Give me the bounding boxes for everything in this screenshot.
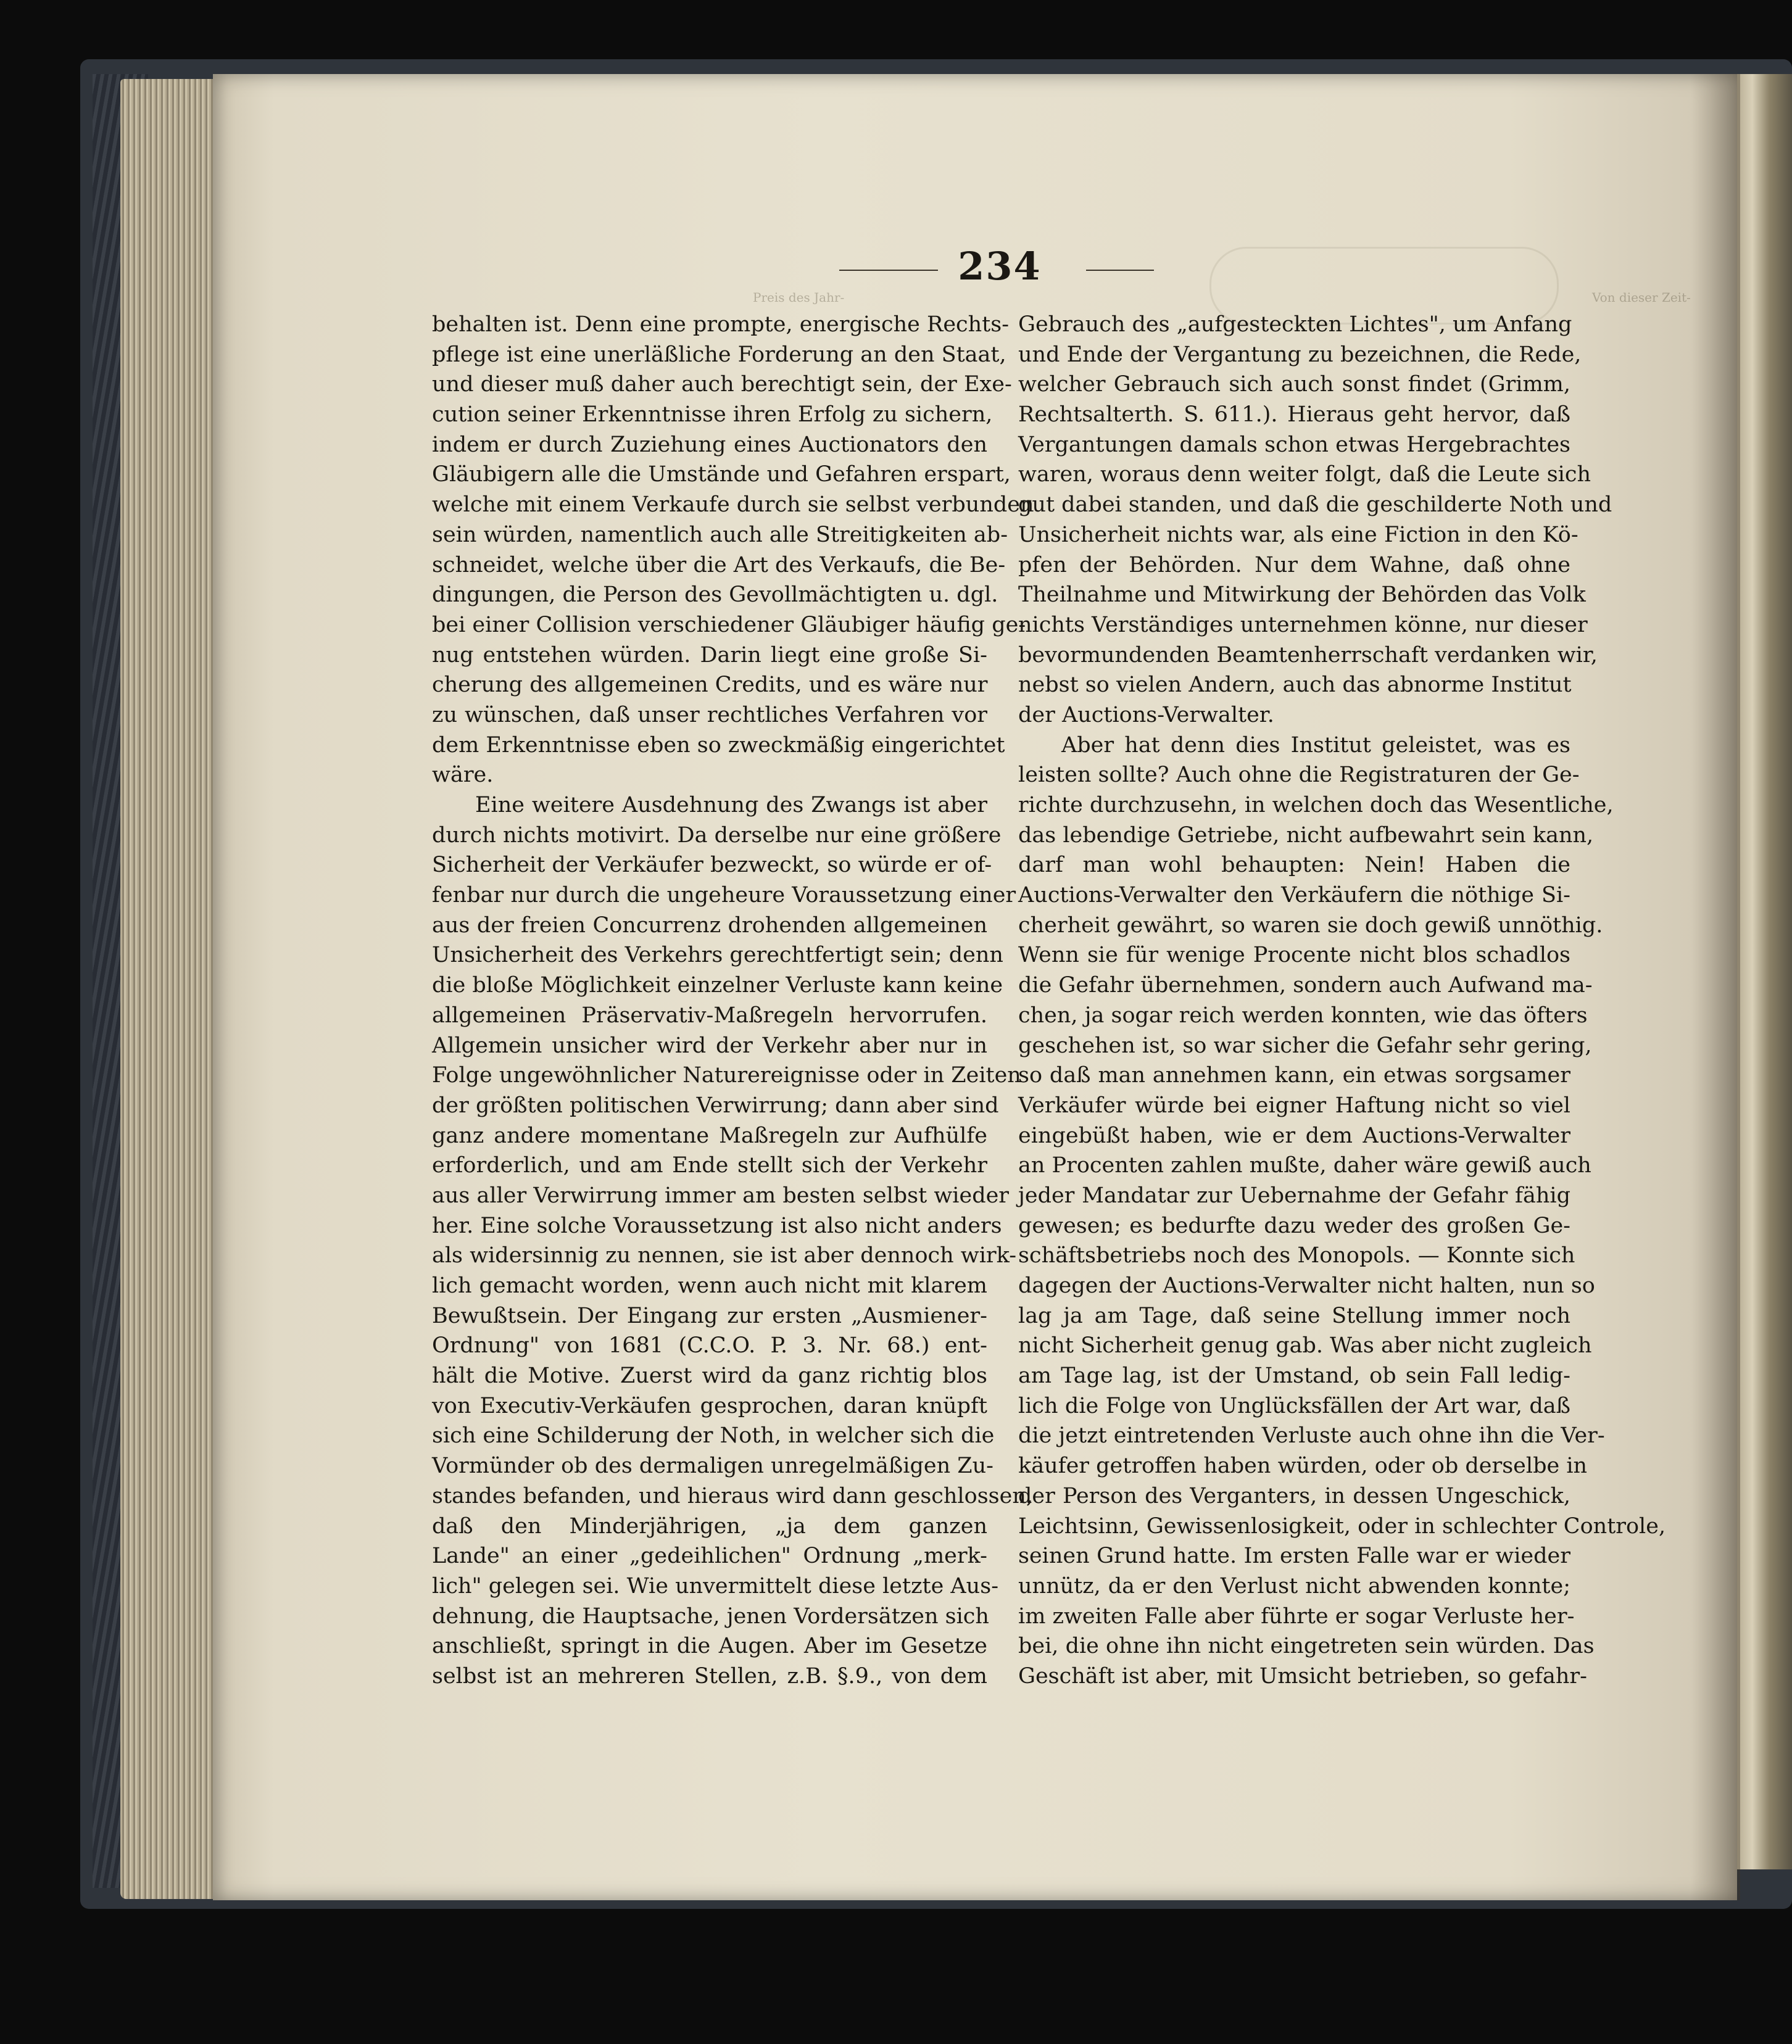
text-line: käufer getroffen haben würden, oder ob derselbe in (1018, 1454, 1588, 1479)
text-line: behalten ist. Denn eine prompte, energische Rechts- (432, 312, 1010, 337)
bleed-through-text-right: Von dieser Zeit- (1592, 290, 1691, 305)
text-line: sein würden, namentlich auch alle Streitigkeiten ab- (432, 522, 1008, 547)
text-line: welcher Gebrauch sich auch sonst findet (Grimm, (1018, 372, 1570, 397)
text-line: der Person des Verganters, in dessen Ungeschick, (1018, 1483, 1570, 1508)
text-line: die Gefahr übernehmen, sondern auch Aufwand ma- (1018, 973, 1593, 998)
text-line: pfen der Behörden. Nur dem Wahne, daß ohne (1018, 552, 1570, 577)
text-line: Vergantungen damals schon etwas Hergebrachtes (1018, 432, 1570, 457)
text-line: wäre. (432, 763, 494, 788)
text-column-right (1018, 310, 1666, 1692)
text-line: am Tage lag, ist der Umstand, ob sein Fall ledig- (1018, 1363, 1570, 1389)
text-line: cherheit gewährt, so waren sie doch gewiß unnöthig. (1018, 912, 1603, 938)
text-line: allgemeinen Präservativ-Maßregeln hervorrufen. (432, 1003, 987, 1028)
text-line: Theilnahme und Mitwirkung der Behörden das Volk (1018, 582, 1586, 608)
text-line: fenbar nur durch die ungeheure Voraussetzung einer (432, 883, 1016, 908)
text-line: dehnung, die Hauptsache, jenen Vordersätzen sich (432, 1603, 989, 1629)
text-line: im zweiten Falle aber führte er sogar Verluste her- (1018, 1603, 1575, 1629)
text-line: Unsicherheit nichts war, als eine Fiction in den Kö- (1018, 522, 1578, 547)
text-line: her. Eine solche Voraussetzung ist also nicht anders (432, 1213, 1002, 1238)
text-line: die bloße Möglichkeit einzelner Verluste kann keine (432, 973, 1003, 998)
text-line: unnütz, da er den Verlust nicht abwenden konnte; (1018, 1573, 1570, 1599)
page-edges-right (1735, 74, 1792, 1869)
text-line: nug entstehen würden. Darin liegt eine große Si- (432, 642, 987, 668)
text-line: als widersinnig zu nennen, sie ist aber dennoch wirk- (432, 1243, 1017, 1268)
text-line: aus der freien Concurrenz drohenden allgemeinen (432, 912, 987, 938)
text-line: Auctions-Verwalter den Verkäufern die nöthige Si- (1018, 883, 1570, 908)
page-number: 234 (958, 244, 1042, 289)
text-line: hält die Motive. Zuerst wird da ganz richtig blos (432, 1363, 987, 1389)
text-line: bevormundenden Beamtenherrschaft verdanken wir, (1018, 642, 1598, 668)
text-line: Sicherheit der Verkäufer bezweckt, so würde er of- (432, 853, 992, 878)
text-line: leisten sollte? Auch ohne die Registraturen der Ge- (1018, 763, 1580, 788)
text-line: an Procenten zahlen mußte, daher wäre gewiß auch (1018, 1153, 1591, 1178)
text-line: indem er durch Zuziehung eines Auctionators den (432, 432, 987, 457)
text-line: geschehen ist, so war sicher die Gefahr sehr gering, (1018, 1033, 1592, 1058)
text-line: Allgemein unsicher wird der Verkehr aber nur in (432, 1033, 987, 1058)
text-line: und Ende der Vergantung zu bezeichnen, die Rede, (1018, 342, 1582, 367)
text-line: dingungen, die Person des Gevollmächtigten u. dgl. (432, 582, 998, 608)
text-line: Rechtsalterth. S. 611.). Hieraus geht hervor, daß (1018, 402, 1570, 428)
text-line: gewesen; es bedurfte dazu weder des großen Ge- (1018, 1213, 1570, 1238)
text-line: anschließt, springt in die Augen. Aber im Gesetze (432, 1634, 987, 1659)
gutter-shadow (1691, 74, 1740, 1900)
text-line: ganz andere momentane Maßregeln zur Aufhülfe (432, 1123, 987, 1148)
text-line: lich gemacht worden, wenn auch nicht mit klarem (432, 1273, 987, 1298)
text-line: der größten politischen Verwirrung; dann aber sind (432, 1093, 999, 1118)
header-rule-left (839, 270, 938, 271)
text-line: nebst so vielen Andern, auch das abnorme Institut (1018, 672, 1572, 698)
text-line: cution seiner Erkenntnisse ihren Erfolg zu sichern, (432, 402, 993, 428)
text-line: lich die Folge von Unglücksfällen der Art war, daß (1018, 1393, 1570, 1418)
text-line: Bewußtsein. Der Eingang zur ersten „Ausmiener- (432, 1303, 987, 1328)
page-edges-left (120, 79, 219, 1899)
text-line: Verkäufer würde bei eigner Haftung nicht so viel (1018, 1093, 1570, 1118)
text-line: bei, die ohne ihn nicht eingetreten sein würden. Das (1018, 1634, 1595, 1659)
text-line: eingebüßt haben, wie er dem Auctions-Verwalter (1018, 1123, 1570, 1148)
text-line: sich eine Schilderung der Noth, in welcher sich die (432, 1423, 995, 1449)
text-line: schäftsbetriebs noch des Monopols. — Konnte sich (1018, 1243, 1575, 1268)
text-line: selbst ist an mehreren Stellen, z.B. §.9., von dem (432, 1663, 987, 1689)
text-line: zu wünschen, daß unser rechtliches Verfahren vor (432, 702, 987, 727)
bleed-through-text-left: Preis des Jahr- (753, 290, 845, 305)
text-line: nicht Sicherheit genug gab. Was aber nicht zugleich (1018, 1333, 1592, 1359)
text-line: und dieser muß daher auch berechtigt sein, der Exe- (432, 372, 1012, 397)
text-line: so daß man annehmen kann, ein etwas sorgsamer (1018, 1063, 1570, 1088)
text-line: die jetzt eintretenden Verluste auch ohne ihn die Ver- (1018, 1423, 1605, 1449)
text-line: daß den Minderjährigen, „ja dem ganzen (432, 1513, 987, 1539)
text-line: der Auctions-Verwalter. (1018, 702, 1274, 727)
text-line: schneidet, welche über die Art des Verkaufs, die Be- (432, 552, 1006, 577)
text-line: welche mit einem Verkaufe durch sie selbst verbunden (432, 492, 1034, 518)
text-line: Wenn sie für wenige Procente nicht blos schadlos (1018, 943, 1570, 968)
text-line: richte durchzusehn, in welchen doch das Wesentliche, (1018, 793, 1614, 817)
text-line: Unsicherheit des Verkehrs gerechtfertigt sein; denn (432, 943, 1003, 968)
text-line: standes befanden, und hieraus wird dann geschlossen, (432, 1483, 1034, 1508)
text-line: bei einer Collision verschiedener Gläubiger häufig ge- (432, 612, 1026, 637)
text-line: Lande" an einer „gedeihlichen" Ordnung „merk- (432, 1544, 987, 1569)
header-rule-right (1086, 270, 1154, 271)
text-line: chen, ja sogar reich werden konnten, wie das öfters (1018, 1003, 1588, 1028)
text-line: erforderlich, und am Ende stellt sich der Verkehr (432, 1153, 987, 1178)
text-line: dem Erkenntnisse eben so zweckmäßig eingerichtet (432, 732, 1005, 758)
text-column-left (432, 310, 1034, 1692)
text-line: seinen Grund hatte. Im ersten Falle war er wieder (1018, 1544, 1570, 1569)
text-line: gut dabei standen, und daß die geschilderte Noth und (1018, 492, 1612, 518)
text-line: Vormünder ob des dermaligen unregelmäßigen Zu- (432, 1454, 993, 1479)
text-line: Leichtsinn, Gewissenlosigkeit, oder in schlechter Controle, (1018, 1513, 1666, 1539)
text-line: Geschäft ist aber, mit Umsicht betrieben, so gefahr- (1018, 1663, 1587, 1689)
text-line: darf man wohl behaupten: Nein! Haben die (1018, 853, 1570, 878)
text-line: das lebendige Getriebe, nicht aufbewahrt sein kann, (1018, 822, 1594, 848)
text-line: jeder Mandatar zur Uebernahme der Gefahr fähig (1018, 1183, 1570, 1208)
text-line: Aber hat denn dies Institut geleistet, was es (1061, 732, 1570, 758)
text-line: dagegen der Auctions-Verwalter nicht halten, nun so (1018, 1273, 1595, 1298)
text-line: lag ja am Tage, daß seine Stellung immer noch (1018, 1303, 1570, 1328)
text-line: Gebrauch des „aufgesteckten Lichtes", um Anfang (1018, 312, 1572, 337)
text-line: Folge ungewöhnlicher Naturereignisse oder in Zeiten (432, 1063, 1021, 1088)
text-line: Gläubigern alle die Umstände und Gefahren erspart, (432, 462, 1011, 487)
text-line: Eine weitere Ausdehnung des Zwangs ist aber (475, 793, 987, 817)
text-line: von Executiv-Verkäufen gesprochen, daran knüpft (432, 1393, 987, 1418)
text-line: durch nichts motivirt. Da derselbe nur eine größere (432, 822, 1002, 848)
text-line: pflege ist eine unerläßliche Forderung an den Staat, (432, 342, 1006, 367)
text-line: aus aller Verwirrung immer am besten selbst wieder (432, 1183, 1010, 1208)
text-line: lich" gelegen sei. Wie unvermittelt diese letzte Aus- (432, 1573, 999, 1599)
text-line: nichts Verständiges unternehmen könne, nur dieser (1018, 612, 1588, 637)
text-line: Ordnung" von 1681 (C.C.O. P. 3. Nr. 68.) ent- (432, 1333, 987, 1359)
text-line: cherung des allgemeinen Credits, und es wäre nur (432, 672, 988, 698)
text-line: waren, woraus denn weiter folgt, daß die Leute sich (1018, 462, 1591, 487)
